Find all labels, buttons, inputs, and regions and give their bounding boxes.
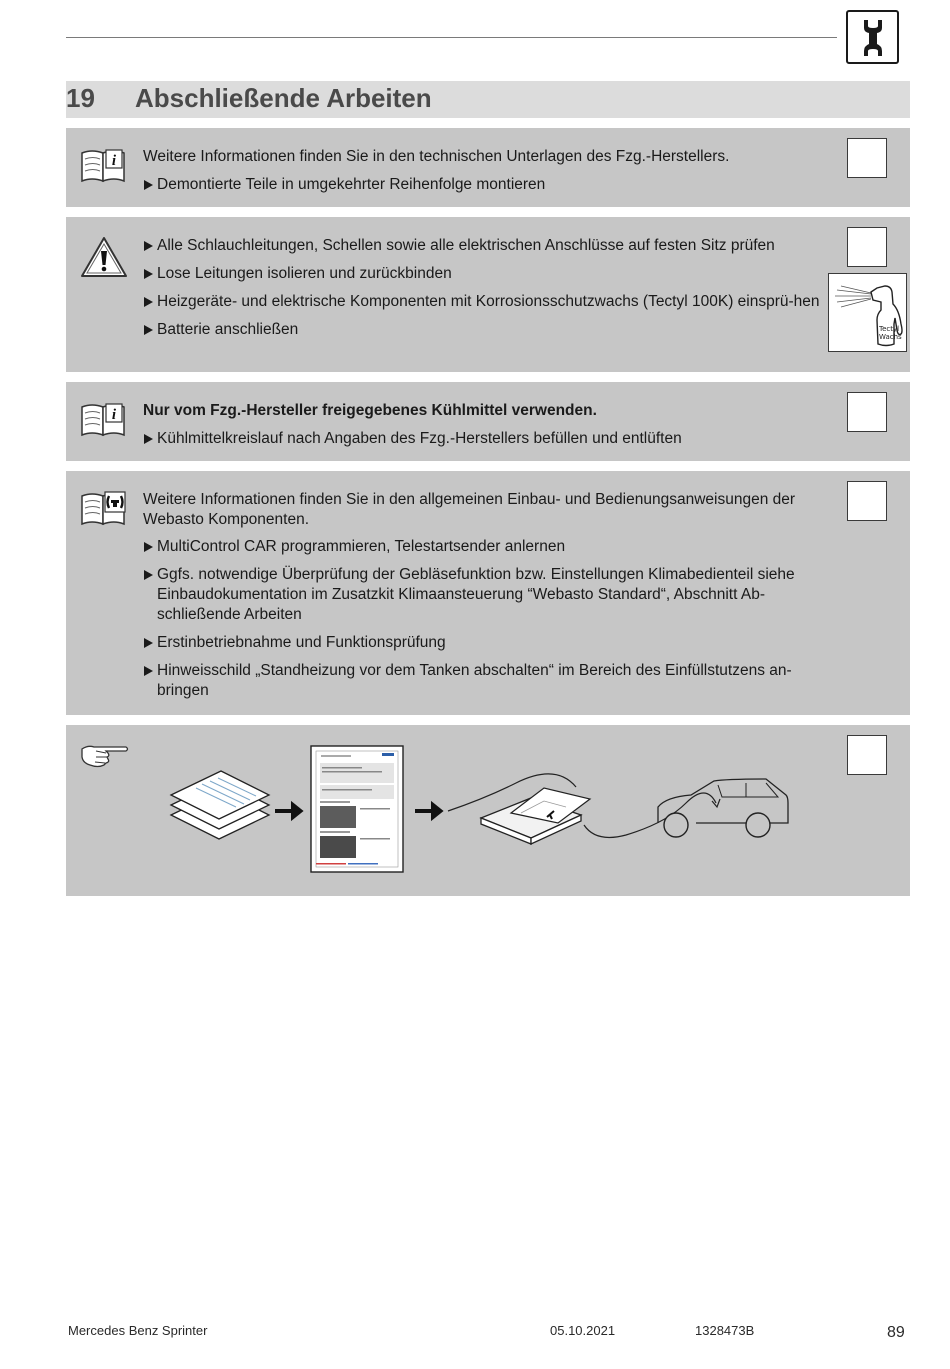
checkbox-4[interactable]	[847, 481, 887, 521]
arrow-icon	[416, 803, 442, 819]
documentation-flow-illustration	[166, 743, 806, 883]
info-book-icon	[80, 147, 128, 185]
svg-text:i: i	[111, 153, 117, 169]
installation-document-icon	[311, 746, 403, 872]
block-2-item-1: Alle Schlauchleitungen, Schellen sowie alle elektrischen Anschlüsse auf festen Sitz prüfen	[143, 236, 823, 256]
checkbox-5[interactable]	[847, 735, 887, 775]
wrench-icon	[858, 18, 888, 58]
block-3-item-1: Kühlmittelkreislauf nach Angaben des Fzg.-Herstellers befüllen und entlüften	[143, 429, 823, 449]
checkbox-1[interactable]	[847, 138, 887, 178]
block-4-intro: Weitere Informationen finden Sie in den allgemeinen Einbau- und Bedienungsanweisungen der Webasto Komponenten.	[143, 491, 796, 528]
stacked-sheets-icon	[171, 771, 269, 839]
footer-date: 05.10.2021	[550, 1323, 616, 1338]
checkbox-3[interactable]	[847, 392, 887, 432]
chapter-number: 19	[66, 83, 95, 113]
block-4-item-4: Hinweisschild „Standheizung vor dem Tanken abschalten“ im Bereich des Einfüllstutzens an-bringen	[143, 661, 823, 701]
block-1-intro: Weitere Informationen finden Sie in den technischen Unterlagen des Fzg.-Herstellers.	[143, 148, 730, 165]
block-4-item-3: Erstinbetriebnahme und Funktionsprüfung	[143, 633, 823, 653]
instruction-block-5	[66, 725, 910, 896]
spray-can-illustration	[828, 273, 907, 352]
block-4-item-2: Ggfs. notwendige Überprüfung der Gebläsefunktion bzw. Einstellungen Klimabedienteil siehe Einbaudokumentation im Zusatzkit Klimaansteuerung “Webasto Standard“, Abschnitt Ab-schließende Arbeiten	[143, 565, 823, 625]
manual-steering-icon	[80, 490, 128, 528]
footer-product: Mercedes Benz Sprinter	[68, 1323, 208, 1338]
svg-text:i: i	[111, 407, 117, 423]
pointing-hand-icon	[80, 743, 130, 769]
spray-can-icon	[829, 274, 906, 351]
block-1-item-1: Demontierte Teile in umgekehrter Reihenfolge montieren	[143, 175, 823, 195]
block-2-item-2: Lose Leitungen isolieren und zurückbinden	[143, 264, 823, 284]
footer-doc-number: 1328473B	[695, 1323, 755, 1338]
car-icon	[658, 779, 788, 837]
block-4-item-1: MultiControl CAR programmieren, Telestartsender anlernen	[143, 537, 823, 557]
instruction-block-2	[66, 217, 910, 372]
info-book-icon	[80, 401, 128, 439]
booklet-icon	[481, 788, 590, 844]
instruction-block-3	[66, 382, 910, 461]
spray-label-1: Tectyl	[879, 325, 900, 333]
header-rule	[66, 37, 837, 38]
instruction-block-4	[66, 471, 910, 715]
arrow-icon	[276, 803, 302, 819]
block-3-intro: Nur vom Fzg.-Hersteller freigegebenes Kühlmittel verwenden.	[143, 402, 597, 419]
spray-label-2: Wachs	[879, 333, 902, 341]
footer-page-number: 89	[887, 1324, 905, 1341]
block-2-item-4: Batterie anschließen	[143, 320, 823, 340]
instruction-block-1	[66, 128, 910, 207]
block-2-item-3: Heizgeräte- und elektrische Komponenten mit Korrosionsschutzwachs (Tectyl 100K) einsprü-hen	[143, 292, 823, 312]
chapter-heading	[66, 81, 910, 118]
checkbox-2[interactable]	[847, 227, 887, 267]
chapter-title: Abschließende Arbeiten	[135, 83, 432, 113]
wrench-icon-box	[846, 10, 899, 64]
warning-triangle-icon	[80, 235, 128, 279]
